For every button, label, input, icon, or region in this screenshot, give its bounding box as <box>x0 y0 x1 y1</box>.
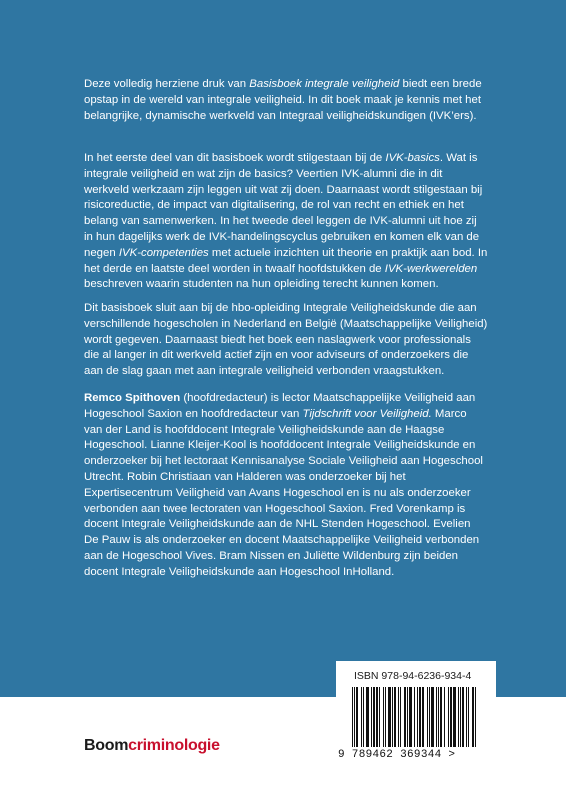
barcode-bar <box>376 687 378 747</box>
barcode-bar <box>385 687 386 747</box>
barcode-bar <box>354 687 355 747</box>
text-run: Marco van der Land is hoofddocent Integrale Veiligheidskunde aan de Haagse Hogeschool. Lianne Kleijer-Kool is hoofddocent Integrale Veiligheidskunde en onderzoeker bij het lectoraat Kennisanalyse Sociale Veiligheid aan Hogeschool Utrecht. Robin Christiaan van Halderen was onderzoeker bij het Expertisecentrum Veiligheid van Avans Hogeschool en is nu als onderzoeker verbonden aan twee lectoraten van Hogeschool Saxion. Fred Vorenkamp is docent Integrale Veiligheidskunde aan de NHL Stenden Hogeschool. Evelien De Pauw is als onderzoeker en docent Maatschappelijke Veiligheid verbonden aan de Hogeschool Vives. Bram Nissen en Juliëtte Wildenburg zijn beiden docent Integrale Veiligheidskunde aan Hogeschool InHolland. <box>84 407 483 578</box>
publisher-logo <box>84 737 220 755</box>
barcode-bar <box>363 687 364 747</box>
barcode-bar <box>400 687 401 747</box>
barcode-bar <box>379 687 380 747</box>
barcode-bar <box>404 687 406 747</box>
barcode-bar <box>466 687 467 747</box>
barcode-bar <box>361 687 362 747</box>
barcode-digits: 9 789462 369344 > <box>338 749 456 761</box>
barcode-bar <box>388 687 391 747</box>
text-run: biedt een brede opstap in de wereld van integrale veiligheid. In dit boek maak je kennis met het belangrijke, dynamische werkveld van Integraal veiligheidskundigen (IVK’ers). <box>84 78 482 122</box>
barcode-bar <box>417 687 418 747</box>
barcode-bar <box>366 687 369 747</box>
barcode-bar <box>458 687 459 747</box>
barcode-bar <box>475 687 476 747</box>
barcode-bar <box>453 687 456 747</box>
isbn-text: ISBN 978-94-6236-934-4 <box>354 670 472 682</box>
text-run: met actuele inzichten uit theorie en praktijk aan bod. In het derde en laatste deel worden in twaalf hoofdstukken de <box>84 246 488 275</box>
barcode-bar <box>462 687 464 747</box>
barcode-bar <box>392 687 393 747</box>
barcode-bar <box>438 687 439 747</box>
book-title-italic: Basisboek integrale veiligheid <box>249 78 400 90</box>
text-run: In het eerste deel van dit basisboek wordt stilgestaan bij de <box>84 152 386 164</box>
barcode-bar <box>422 687 424 747</box>
barcode-bar <box>398 687 399 747</box>
text-run: (hoofdredacteur) is lector Maatschappelijke Veiligheid aan Hogeschool Saxion en hoofdredacteur van <box>84 392 476 420</box>
barcode-bar <box>373 687 375 747</box>
term-italic: IVK-basics <box>385 152 440 164</box>
barcode-bar <box>409 687 412 747</box>
text-run: Deze volledig herziene druk van <box>84 78 250 90</box>
barcode-bar <box>436 687 437 747</box>
barcode-bar <box>448 687 449 747</box>
text-run: beschreven waarin studenten na hun opleiding terecht kunnen komen. <box>84 278 439 291</box>
barcode-bar <box>394 687 396 747</box>
term-italic: IVK-competenties <box>118 246 209 259</box>
barcode-bar <box>427 687 428 747</box>
authors-paragraph <box>84 391 488 581</box>
barcode-bar <box>383 687 384 747</box>
editor-name-bold: Remco Spithoven <box>84 392 181 404</box>
logo-part-boom: Boom <box>84 737 129 754</box>
barcode-panel <box>336 661 496 769</box>
audience-paragraph <box>84 301 488 380</box>
term-italic: IVK-werkwerelden <box>384 262 478 275</box>
logo-part-criminologie: criminologie <box>128 737 220 754</box>
barcode-bar <box>450 687 452 747</box>
barcode-bar <box>419 687 421 747</box>
barcode-bars <box>352 687 480 747</box>
barcode-bar <box>472 687 474 747</box>
barcode-bar <box>352 687 353 747</box>
text-run: . Wat is integrale veiligheid en wat zijn de basics? Veertien IVK-alumni die in dit werkveld werkzaam zijn leggen uit wat zij doen. Daarnaast wordt stilgestaan bij risicoreductie, de impact van digitalisering, de rol van recht en ethiek en het belang van samenwerken. In het tweede deel leggen de IVK-alumni uit hoe zij in hun dagelijks werk de IVK-handelingscyclus gebruiken en komen elk van de negen <box>84 152 483 259</box>
journal-title-italic: Tijdschrift voor Veiligheid. <box>302 407 432 420</box>
barcode-bar <box>414 687 415 747</box>
barcode-bar <box>431 687 434 747</box>
text-run: Dit basisboek sluit aan bij de hbo-opleiding Integrale Veiligheidskunde die aan verschillende hogescholen in Nederland en België (Maatschappelijke Veiligheid) wordt gegeven. Daarnaast biedt het boek een naslagwerk voor professionals die al langer in dit werkveld actief zijn en voor adviseurs of onderzoekers die aan de slag gaan met aan integrale veiligheid verbonden vraagstukken. <box>84 302 488 378</box>
barcode-bar <box>407 687 408 747</box>
barcode-bar <box>468 687 469 747</box>
intro-paragraph <box>84 77 488 124</box>
barcode-bar <box>429 687 430 747</box>
barcode-bar <box>460 687 461 747</box>
content-paragraph <box>84 151 488 293</box>
barcode-bar <box>371 687 372 747</box>
barcode-bar <box>356 687 358 747</box>
barcode-bar <box>444 687 445 747</box>
barcode-bar <box>440 687 442 747</box>
